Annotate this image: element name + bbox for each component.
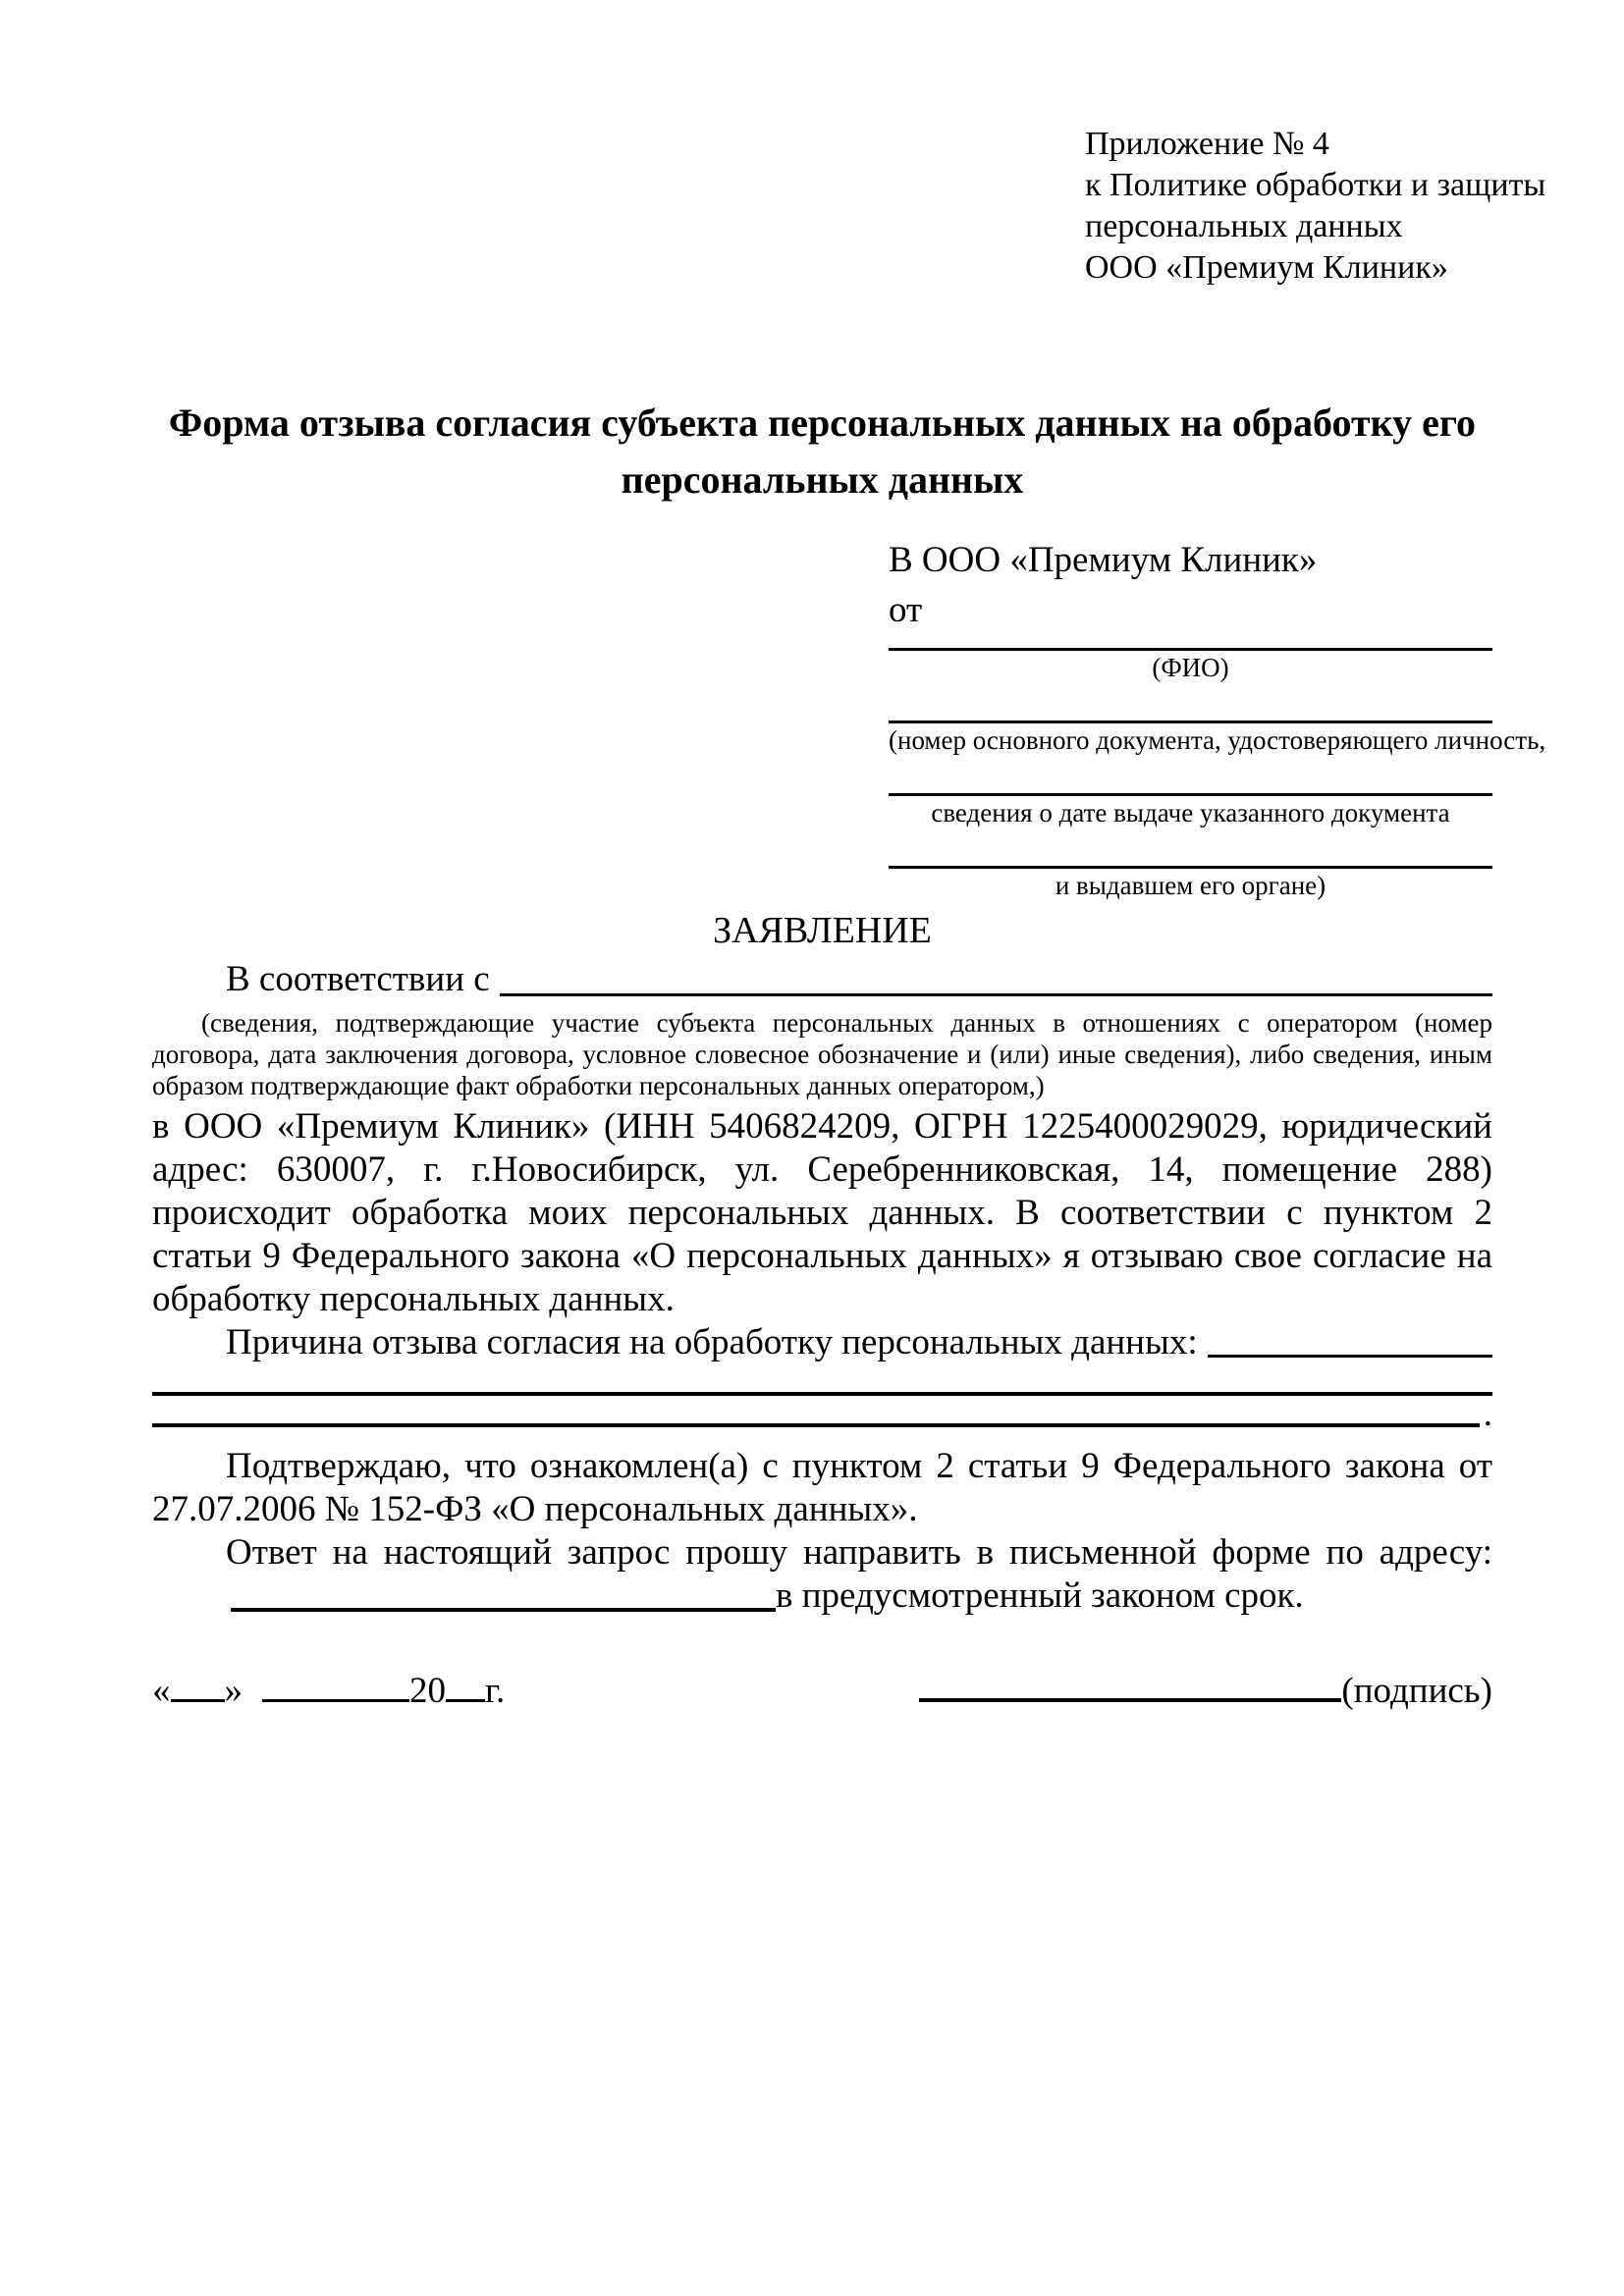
- reply-tail-text: в предусмотренный законом срок.: [776, 1575, 1304, 1616]
- statement-body-paragraph: в ООО «Премиум Клиник» (ИНН 5406824209, ОГРН 1225400029029, юридический адрес: 630007, г. г.Новосибирск, ул. Серебренниковская, 14, помещение 288) происходит обработка моих персональных данных. В соответствии с пунктом 2 статьи 9 Федерального закона «О персональных данных» я отзываю свое согласие на обработку персональных данных.: [152, 1106, 1492, 1319]
- address-row: [152, 1575, 1492, 1618]
- form-title: Форма отзыва согласия субъекта персональных данных на обработку его персональных данных: [168, 400, 1477, 502]
- annex-line-2: к Политике обработки и защиты: [1085, 167, 1546, 203]
- intro-row: [152, 958, 1492, 1003]
- reply-request-paragraph: Ответ на настоящий запрос прошу направить в письменной форме по адресу:: [226, 1532, 1492, 1573]
- statement-section: [152, 907, 1492, 1714]
- year-suffix: г.: [485, 1671, 506, 1711]
- intro-blank-line: [500, 958, 1492, 996]
- document-number-blank-line: [889, 708, 1492, 723]
- year-blank-line: [446, 1673, 485, 1702]
- date-field: [152, 1669, 505, 1714]
- date-signature-row: [152, 1669, 1492, 1714]
- recipient-block: [889, 535, 1546, 902]
- document-number-caption: (номер основного документа, удостоверяющего личность,: [889, 725, 1546, 755]
- reason-blank-row-3: [152, 1394, 1492, 1434]
- issuing-authority-caption: и выдавшем его органе): [1055, 871, 1326, 900]
- fio-caption: (ФИО): [1152, 653, 1229, 682]
- issuing-authority-blank-line: [889, 853, 1492, 869]
- signature-field: [919, 1669, 1492, 1714]
- recipient-organization: В ООО «Премиум Клиник»: [889, 540, 1318, 580]
- fio-blank-line: [889, 635, 1492, 651]
- reason-label: Причина отзыва согласия на обработку персональных данных:: [226, 1322, 1198, 1362]
- signature-blank-line: [919, 1673, 1341, 1702]
- open-quote: «: [152, 1671, 171, 1711]
- month-blank-line: [262, 1673, 409, 1702]
- signature-caption: (подпись): [1341, 1671, 1492, 1711]
- issue-date-caption: сведения о дате выдаче указанного документа: [931, 798, 1450, 828]
- sentence-period: .: [1483, 1394, 1492, 1434]
- reason-blank-line-2: [152, 1392, 1492, 1396]
- intro-footnote: (сведения, подтверждающие участие субъекта персональных данных в отношениях с оператором (номер договора, дата заключения договора, условное словесное обозначение и (или) иные сведения), либо сведения, иным образом подтверждающие факт обработки персональных данных оператором,): [152, 1008, 1492, 1100]
- annex-line-3: персональных данных: [1085, 208, 1403, 244]
- annex-line-4: ООО «Премиум Клиник»: [1085, 249, 1448, 286]
- confirmation-paragraph: Подтверждаю, что ознакомлен(а) с пунктом 2 статьи 9 Федерального закона от 27.07.2006 № 152-ФЗ «О персональных данных».: [152, 1446, 1492, 1529]
- reason-row: [152, 1321, 1492, 1364]
- reason-blank-line: [1208, 1321, 1492, 1358]
- day-blank-line: [171, 1673, 225, 1702]
- close-quote: »: [224, 1671, 243, 1711]
- paragraph-indent: [152, 1321, 226, 1364]
- paragraph-indent: [152, 958, 226, 1003]
- intro-label: В соответствии с: [226, 959, 490, 999]
- address-blank-line: [231, 1582, 776, 1612]
- reason-blank-line-3: [152, 1423, 1480, 1427]
- annex-header: [1085, 124, 1545, 289]
- annex-line-1: Приложение № 4: [1085, 126, 1329, 162]
- issue-date-blank-line: [889, 780, 1492, 796]
- year-prefix: 20: [409, 1671, 446, 1711]
- statement-heading: ЗАЯВЛЕНИЕ: [713, 910, 932, 951]
- recipient-from-label: от: [889, 590, 923, 630]
